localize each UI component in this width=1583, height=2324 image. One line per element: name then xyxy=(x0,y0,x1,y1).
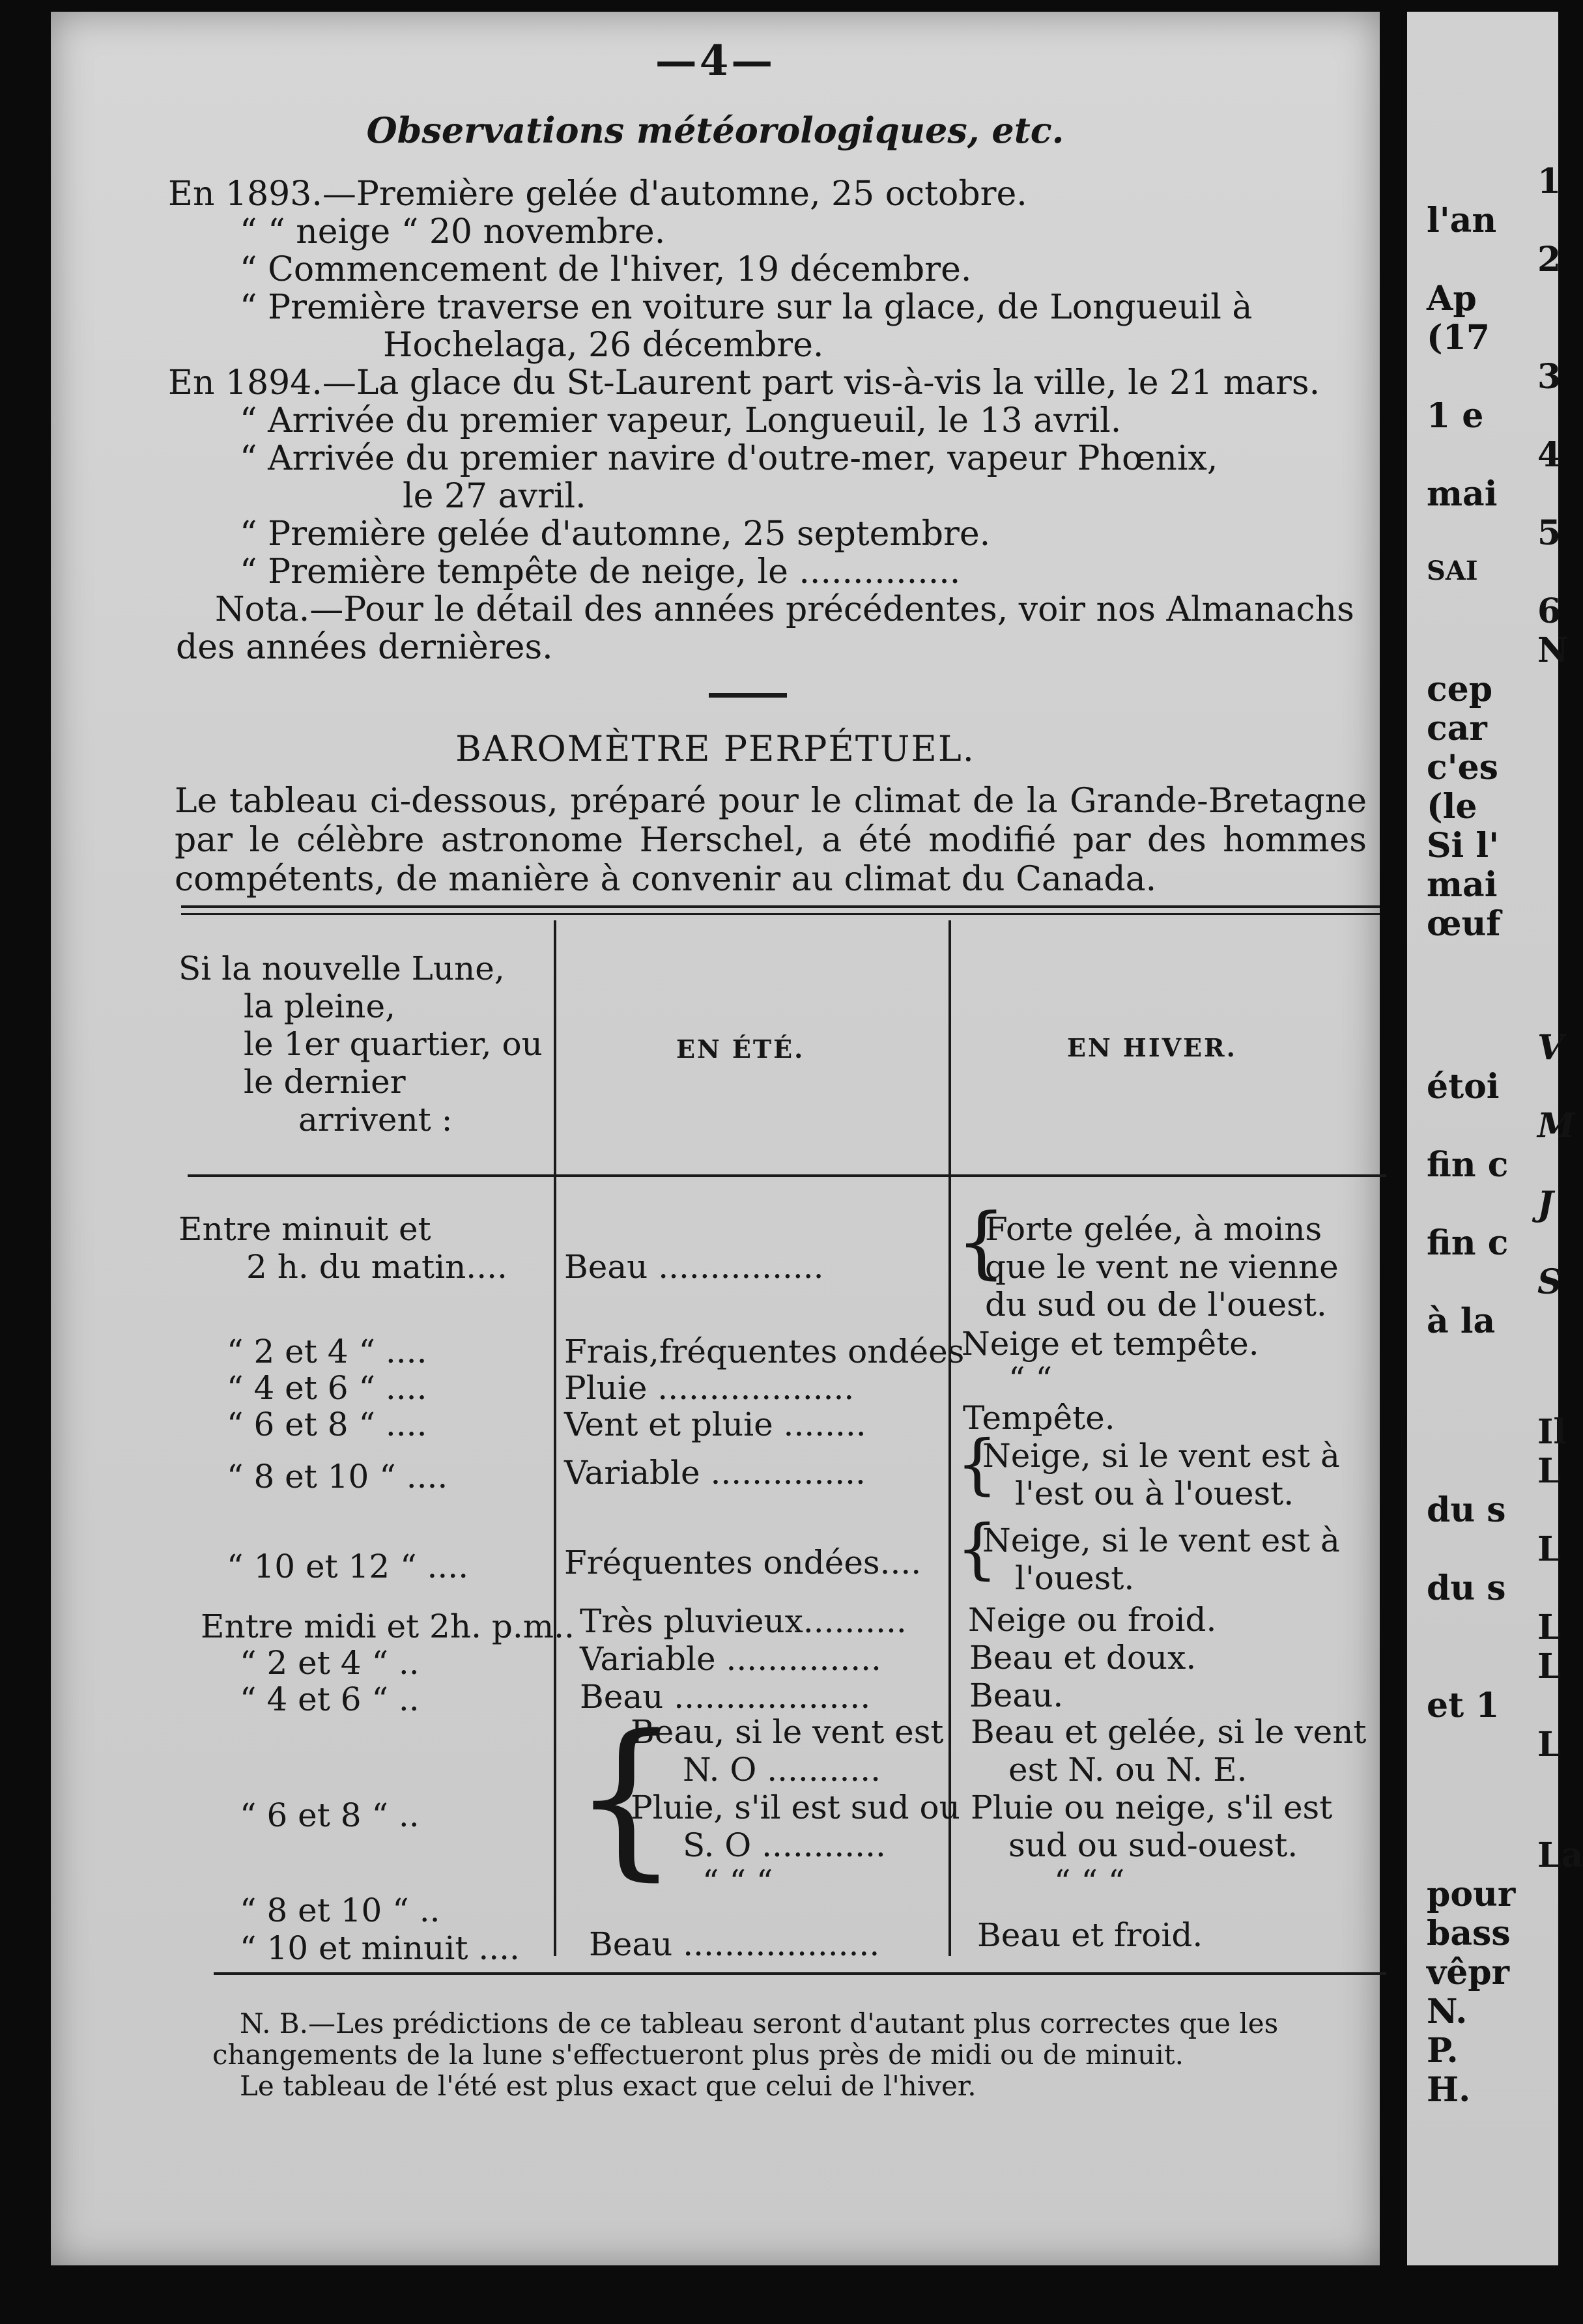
obs-line: “ Première tempête de neige, le ............... xyxy=(240,552,961,591)
row-ete: Frais,fréquentes ondées xyxy=(564,1333,965,1370)
header-en-hiver: EN HIVER. xyxy=(1067,1033,1237,1062)
brace: { xyxy=(572,1699,680,1896)
row-hiver: Forte gelée, à moins xyxy=(985,1210,1322,1248)
fragment-text: étoi xyxy=(1427,1067,1500,1107)
fragment-text: 3 xyxy=(1537,357,1562,397)
page-number: —4— xyxy=(655,36,776,85)
fragment-text: (17 xyxy=(1427,318,1490,358)
row-time: “ 10 et minuit .... xyxy=(240,1929,520,1967)
row-time: Entre minuit et xyxy=(178,1210,431,1248)
fragment-text: M xyxy=(1537,1106,1575,1146)
row-ete: Fréquentes ondées.... xyxy=(564,1544,922,1581)
fragment-text: SAI xyxy=(1427,556,1478,586)
row-time: 2 h. du matin.... xyxy=(246,1248,507,1286)
column-divider-1 xyxy=(554,920,556,1956)
fragment-text: 6 xyxy=(1537,591,1562,631)
fragment-text: du s xyxy=(1427,1568,1506,1608)
scan-border-bottom xyxy=(51,2265,1558,2324)
header-col1-line: le dernier xyxy=(244,1063,406,1101)
footnote-line: Le tableau de l'été est plus exact que celui de l'hiver. xyxy=(240,2070,977,2102)
row-ete: “ “ “ xyxy=(702,1863,773,1901)
barometre-intro: Le tableau ci-dessous, préparé pour le climat de la Grande-Bretagne par le célèbre astronome Herschel, a été modifié par des hommes compétents, de manière à convenir au climat du Canada. xyxy=(175,782,1367,899)
row-ete: S. O ............ xyxy=(683,1826,886,1864)
row-ete: Beau ................ xyxy=(564,1248,824,1286)
row-hiver: Neige et tempête. xyxy=(962,1325,1259,1363)
row-time: “ 4 et 6 “ .... xyxy=(227,1369,427,1407)
fragment-text: S xyxy=(1537,1262,1562,1302)
header-col1-line: la pleine, xyxy=(244,987,395,1025)
obs-line: le 27 avril. xyxy=(403,477,586,516)
table-bottom-rule xyxy=(214,1972,1386,1975)
header-col1-line: le 1er quartier, ou xyxy=(244,1025,543,1063)
fragment-text: à la xyxy=(1427,1301,1496,1341)
fragment-text: La xyxy=(1537,1835,1583,1875)
obs-line: “ “ neige “ 20 novembre. xyxy=(240,212,666,251)
obs-line: En 1893.—Première gelée d'automne, 25 octobre. xyxy=(168,175,1027,214)
fragment-text: L xyxy=(1537,1529,1562,1569)
fragment-text: Ap xyxy=(1427,279,1477,319)
adjacent-page-fragment xyxy=(1407,12,1583,2265)
fragment-text: P. xyxy=(1427,2031,1459,2071)
fragment-text: Il xyxy=(1537,1412,1567,1452)
fragment-text: pour xyxy=(1427,1875,1516,1914)
row-hiver: Beau et doux. xyxy=(969,1639,1197,1677)
header-rule xyxy=(188,1174,1386,1177)
row-hiver: Beau et froid. xyxy=(977,1916,1203,1954)
row-time: “ 4 et 6 “ .. xyxy=(240,1680,420,1718)
row-time: “ 8 et 10 “ .... xyxy=(227,1458,448,1495)
footnote-line: changements de la lune s'effectueront plus près de midi ou de minuit. xyxy=(212,2039,1184,2071)
row-ete: Pluie, s'il est sud ou xyxy=(631,1789,960,1826)
row-time: “ 6 et 8 “ .. xyxy=(240,1796,420,1834)
fragment-text: c'es xyxy=(1427,748,1498,787)
almanac-page xyxy=(51,12,1380,2265)
row-hiver: que le vent ne vienne xyxy=(985,1248,1339,1286)
fragment-text: Si l' xyxy=(1427,826,1500,866)
row-ete: Beau ................... xyxy=(589,1925,880,1963)
fragment-text: L xyxy=(1537,1451,1562,1491)
row-hiver: Neige, si le vent est à xyxy=(982,1522,1340,1559)
row-ete: Variable ............... xyxy=(580,1640,881,1678)
fragment-text: 4 xyxy=(1537,435,1562,475)
brace: { xyxy=(956,1197,1006,1288)
row-ete: Beau, si le vent est xyxy=(631,1713,944,1751)
fragment-text: L xyxy=(1537,1647,1562,1686)
fragment-text: l'an xyxy=(1427,201,1497,240)
obs-line: En 1894.—La glace du St-Laurent part vis-à-vis la ville, le 21 mars. xyxy=(168,363,1320,403)
header-en-ete: EN ÉTÉ. xyxy=(676,1034,805,1064)
fragment-text: mai xyxy=(1427,865,1498,905)
row-hiver: Beau. xyxy=(969,1677,1064,1714)
row-ete: Variable ............... xyxy=(564,1454,866,1492)
section-divider xyxy=(709,693,787,698)
fragment-text: L xyxy=(1537,1608,1562,1647)
fragment-text: 1 e xyxy=(1427,396,1484,436)
row-ete: Très pluvieux.......... xyxy=(580,1602,907,1640)
row-hiver: Neige, si le vent est à xyxy=(982,1437,1340,1475)
fragment-text: V xyxy=(1537,1028,1564,1068)
fragment-text: fin c xyxy=(1427,1223,1509,1263)
fragment-text: N xyxy=(1537,631,1569,670)
fragment-text: cep xyxy=(1427,670,1493,709)
row-hiver: du sud ou de l'ouest. xyxy=(985,1286,1327,1324)
fragment-text: vêpr xyxy=(1427,1953,1510,1992)
obs-line: Hochelaga, 26 décembre. xyxy=(383,326,824,365)
fragment-text: bass xyxy=(1427,1914,1511,1953)
row-time: Entre midi et 2h. p.m.. xyxy=(201,1608,575,1645)
obs-line: “ Arrivée du premier navire d'outre-mer, vapeur Phœnix, xyxy=(240,439,1218,478)
fragment-text: 5 xyxy=(1537,513,1562,553)
row-hiver: est N. ou N. E. xyxy=(1008,1751,1248,1789)
observations-title: Observations météorologiques, etc. xyxy=(366,109,1064,151)
row-hiver: “ “ xyxy=(1008,1360,1053,1398)
row-time: “ 2 et 4 “ .... xyxy=(227,1333,427,1370)
table-top-rule xyxy=(181,905,1380,908)
fragment-text: (le xyxy=(1427,787,1477,827)
row-time: “ 6 et 8 “ .... xyxy=(227,1406,427,1443)
obs-line: “ Commencement de l'hiver, 19 décembre. xyxy=(240,250,972,289)
row-hiver: sud ou sud-ouest. xyxy=(1008,1826,1298,1864)
obs-nota-line: Nota.—Pour le détail des années précédentes, voir nos Almanachs xyxy=(215,590,1354,629)
fragment-text: J xyxy=(1537,1184,1554,1224)
header-col1-line: Si la nouvelle Lune, xyxy=(178,950,505,987)
row-time: “ 8 et 10 “ .. xyxy=(240,1892,440,1929)
fragment-text: fin c xyxy=(1427,1145,1509,1185)
fragment-text: H. xyxy=(1427,2070,1471,2110)
brace: { xyxy=(956,1426,998,1502)
fragment-text: car xyxy=(1427,709,1487,748)
fragment-text: du s xyxy=(1427,1490,1506,1530)
barometre-title: BAROMÈTRE PERPÉTUEL. xyxy=(455,728,975,769)
row-hiver: l'ouest. xyxy=(1015,1559,1135,1597)
fragment-text: œuf xyxy=(1427,904,1501,944)
obs-line: des années dernières. xyxy=(176,628,553,667)
obs-line: “ Première gelée d'automne, 25 septembre. xyxy=(240,515,991,554)
table-top-rule-2 xyxy=(181,913,1380,915)
row-ete: Pluie ................... xyxy=(564,1369,855,1407)
row-hiver: Beau et gelée, si le vent xyxy=(971,1713,1367,1751)
row-ete: N. O ........... xyxy=(683,1751,881,1789)
fragment-text: et 1 xyxy=(1427,1686,1500,1725)
fragment-text: 1 xyxy=(1537,162,1562,201)
row-hiver: “ “ “ xyxy=(1054,1863,1125,1901)
fragment-text: 2 xyxy=(1537,240,1562,279)
fragment-text: N. xyxy=(1427,1992,1468,2032)
brace: { xyxy=(956,1510,998,1587)
row-ete: Beau ................... xyxy=(580,1678,871,1716)
row-time: “ 2 et 4 “ .. xyxy=(240,1644,420,1682)
obs-line: “ Arrivée du premier vapeur, Longueuil, le 13 avril. xyxy=(240,401,1122,440)
row-time: “ 10 et 12 “ .... xyxy=(227,1548,469,1585)
fragment-text: L xyxy=(1537,1725,1562,1764)
row-hiver: Neige ou froid. xyxy=(968,1601,1217,1639)
row-hiver: l'est ou à l'ouest. xyxy=(1015,1475,1294,1512)
row-hiver: Tempête. xyxy=(963,1399,1115,1437)
row-hiver: Pluie ou neige, s'il est xyxy=(971,1789,1333,1826)
footnote-line: N. B.—Les prédictions de ce tableau seront d'autant plus correctes que les xyxy=(240,2007,1279,2039)
fragment-text: mai xyxy=(1427,474,1498,514)
header-col1-line: arrivent : xyxy=(298,1101,453,1139)
obs-line: “ Première traverse en voiture sur la glace, de Longueuil à xyxy=(240,288,1253,327)
row-ete: Vent et pluie ........ xyxy=(564,1406,866,1443)
